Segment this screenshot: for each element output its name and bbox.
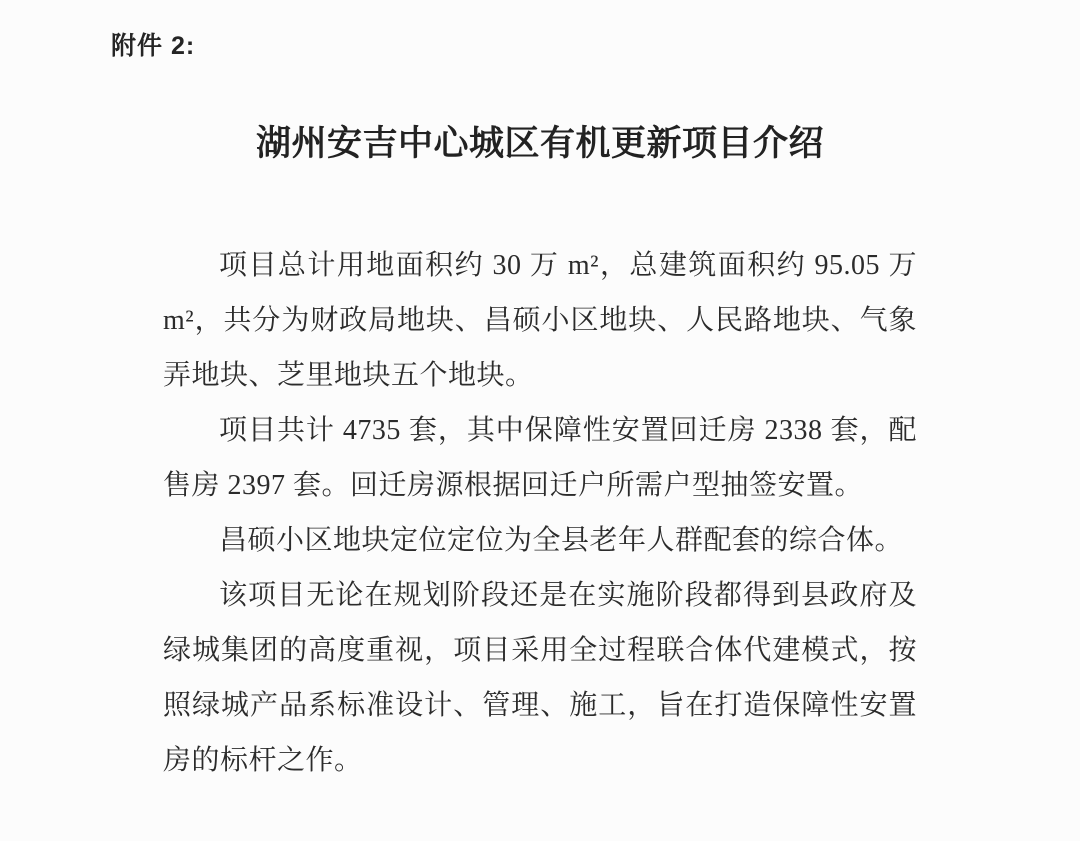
paragraph-government-support: 该项目无论在规划阶段还是在实施阶段都得到县政府及绿城集团的高度重视，项目采用全过程联合体代建模式，按照绿城产品系标准设计、管理、施工，旨在打造保障性安置房的标杆之作。	[163, 580, 917, 776]
attachment-label: 附件 2:	[111, 32, 196, 60]
paragraph-housing-units: 项目共计 4735 套，其中保障性安置回迁房 2338 套，配售房 2397 套。回迁房源根据回迁户所需户型抽签安置。	[163, 415, 917, 501]
document-title: 湖州安吉中心城区有机更新项目介绍	[255, 124, 824, 163]
paragraph-project-area: 项目总计用地面积约 30 万 m²，总建筑面积约 95.05 万m²，共分为财政局地块、昌硕小区地块、人民路地块、气象弄地块、芝里地块五个地块。	[163, 250, 917, 391]
paragraph-changshuo-positioning: 昌硕小区地块定位定位为全县老年人群配套的综合体。	[219, 525, 904, 556]
document-body	[163, 238, 917, 788]
